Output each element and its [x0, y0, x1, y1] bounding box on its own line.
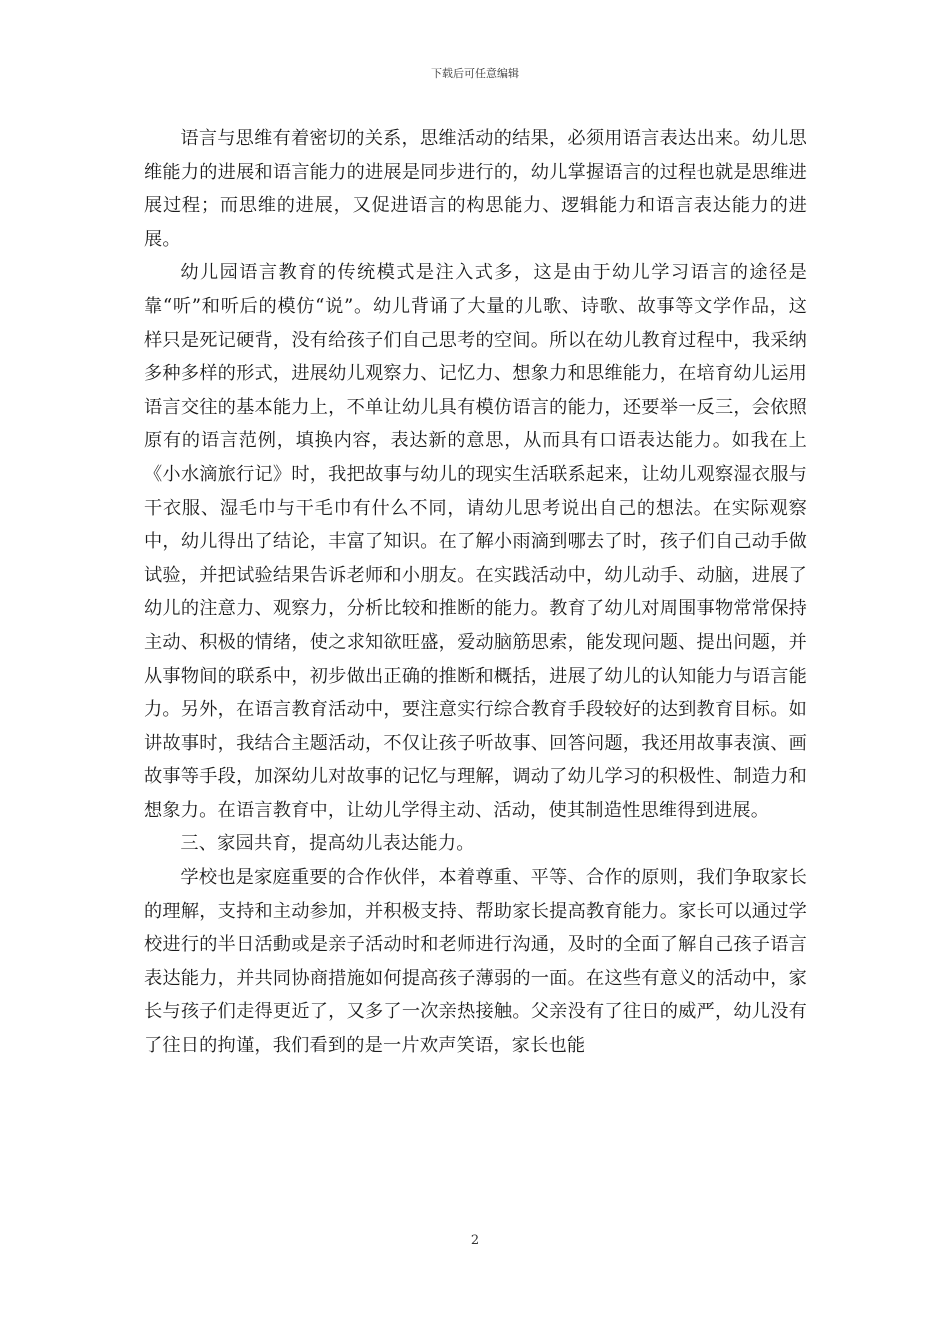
page-header: 下载后可任意编辑 — [431, 67, 519, 80]
paragraph-language-thinking: 语言与思维有着密切的关系，思维活动的结果，必须用语言表达出来。幼儿思维能力的进展和语言能力的进展是同步进行的，幼儿掌握语言的过程也就是思维进展过程；而思维的进展，又促进语言的构思能力、逻辑能力和语言表达能力的进展。 — [144, 128, 807, 250]
paragraph-school-partner: 学校也是家庭重要的合作伙伴，本着尊重、平等、合作的原则，我们争取家长的理解，支持和主动参加，并积极支持、帮助家长提高教育能力。家长可以通过学校进行的半日活動或是亲子活动时和老师进行沟通，及时的全面了解自己孩子语言表达能力，并共同协商措施如何提高孩子薄弱的一面。在这些有意义的活动中，家长与孩子们走得更近了，又多了一次亲热接触。父亲没有了往日的威严，幼儿没有了往日的拘谨，我们看到的是一片欢声笑语，家长也能 — [144, 867, 807, 1057]
section-heading-home-school: 三、家园共育，提高幼儿表达能力。 — [180, 833, 475, 855]
paragraph-traditional-model: 幼儿园语言教育的传统模式是注入式多，这是由于幼儿学习语言的途径是靠“听”和听后的模仿“说”。幼儿背诵了大量的儿歌、诗歌、故事等文学作品，这样只是死记硬背，没有给孩子们自己思考的空间。所以在幼儿教育过程中，我采纳多种多样的形式，进展幼儿观察力、记忆力、想象力和思维能力，在培育幼儿运用语言交往的基本能力上，不单让幼儿具有模仿语言的能力，还要举一反三，会依照原有的语言范例，填换内容，表达新的意思，从而具有口语表达能力。如我在上《小水滴旅行记》时，我把故事与幼儿的现实生活联系起来，让幼儿观察湿衣服与干衣服、湿毛巾与干毛巾有什么不同，请幼儿思考说出自己的想法。在实际观察中，幼儿得出了结论，丰富了知识。在了解小雨滴到哪去了时，孩子们自己动手做试验，并把试验结果告诉老师和小朋友。在实践活动中，幼儿动手、动脑，进展了幼儿的注意力、观察力，分析比较和推断的能力。教育了幼儿对周围事物常常保持主动、积极的情绪，使之求知欲旺盛，爱动脑筋思索，能发现问题、提出问题，并从事物间的联系中，初步做出正确的推断和概括，进展了幼儿的认知能力与语言能力。另外，在语言教育活动中，要注意实行综合教育手段较好的达到教育目标。如讲故事时，我结合主题活动，不仅让孩子听故事、回答问题，我还用故事表演、画故事等手段，加深幼儿对故事的记忆与理解，调动了幼儿学习的积极性、制造力和想象力。在语言教育中，让幼儿学得主动、活动，使其制造性思维得到进展。 — [144, 262, 807, 821]
document-body — [144, 122, 807, 1063]
page-number: 2 — [470, 1233, 480, 1248]
